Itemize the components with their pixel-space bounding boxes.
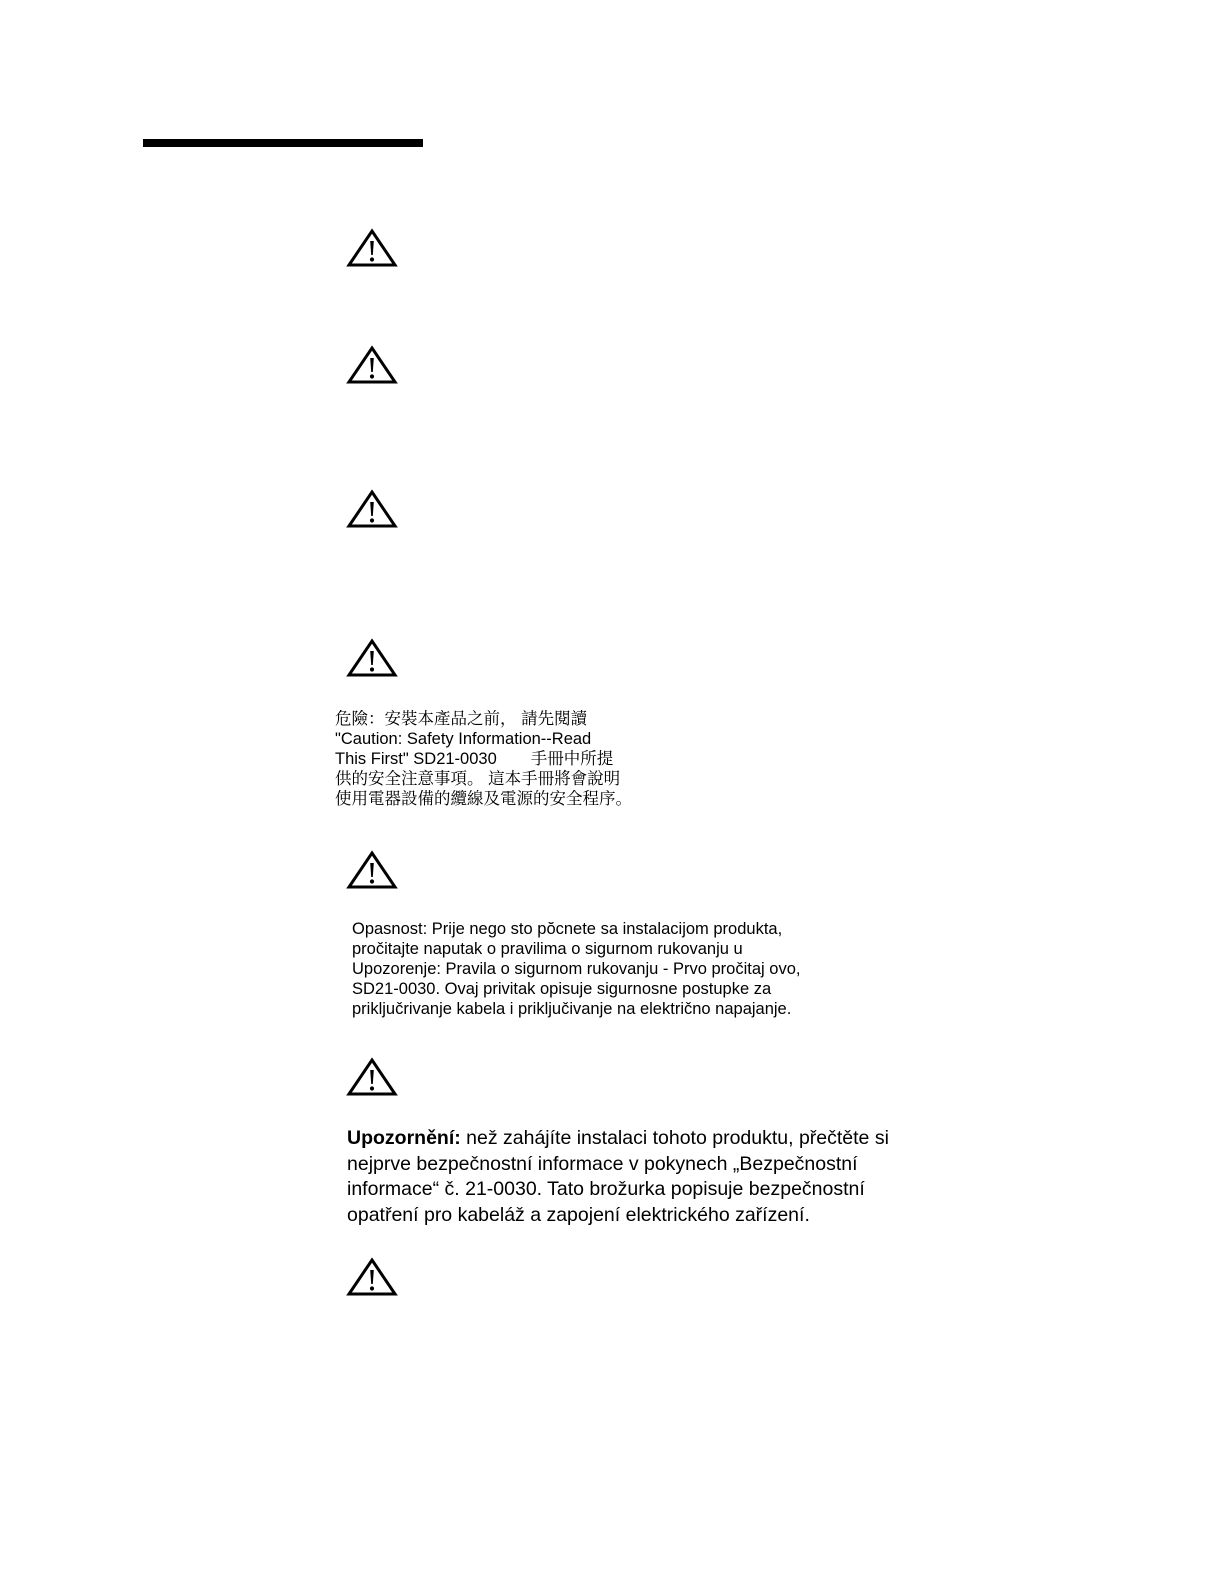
notice-line: "Caution: Safety Information--Read (335, 730, 592, 748)
notice-line: 供的安全注意事項。 這本手冊將會說明 (335, 770, 621, 788)
notice-label: Upozornění: (347, 1127, 461, 1149)
notice-line (335, 749, 632, 769)
notice-line: informace“ č. 21-0030. Tato brožurka popisuje bezpečnostní (347, 1178, 865, 1200)
notice-line: Opasnost: Prije nego sto pŏcnete sa instalacijom produkta, (352, 920, 783, 938)
warning-triangle-icon (346, 1057, 398, 1097)
notice-line: pročitajte naputak o pravilima o sigurnom rukovanju u (352, 940, 743, 958)
warning-triangle-icon (346, 638, 398, 678)
notice-line: priključrivanje kabela i priključivanje na električno napajanje. (352, 1000, 792, 1018)
section-top-rule (143, 139, 423, 147)
notice-line-part: 手冊中所提 (530, 750, 614, 768)
croatian-safety-notice (352, 919, 800, 1019)
notice-line: nejprve bezpečnostní informace v pokynech „Bezpečnostní (347, 1152, 858, 1175)
warning-triangle-icon (346, 228, 398, 268)
notice-line-part: This First" SD21-0030 (335, 750, 497, 768)
notice-line: 使用電器設備的纜線及電源的安全程序。 (335, 790, 632, 808)
czech-safety-notice (347, 1126, 889, 1228)
notice-line (347, 1126, 889, 1152)
notice-line: opatření pro kabeláž a zapojení elektrického zařízení. (347, 1203, 810, 1226)
notice-line: Upozorenje: Pravila o sigurnom rukovanju - Prvo pročitaj ovo, (352, 960, 801, 978)
warning-triangle-icon (346, 1257, 398, 1297)
warning-triangle-icon (346, 850, 398, 890)
warning-triangle-icon (346, 345, 398, 385)
notice-line-part: než zahájíte instalaci tohoto produktu, přečtěte si (460, 1127, 889, 1149)
warning-triangle-icon (346, 489, 398, 529)
notice-line: 危險：安裝本產品之前， 請先閱讀 (335, 710, 588, 728)
notice-line: SD21-0030. Ovaj privitak opisuje sigurnosne postupke za (352, 980, 772, 998)
chinese-safety-notice (335, 709, 632, 809)
